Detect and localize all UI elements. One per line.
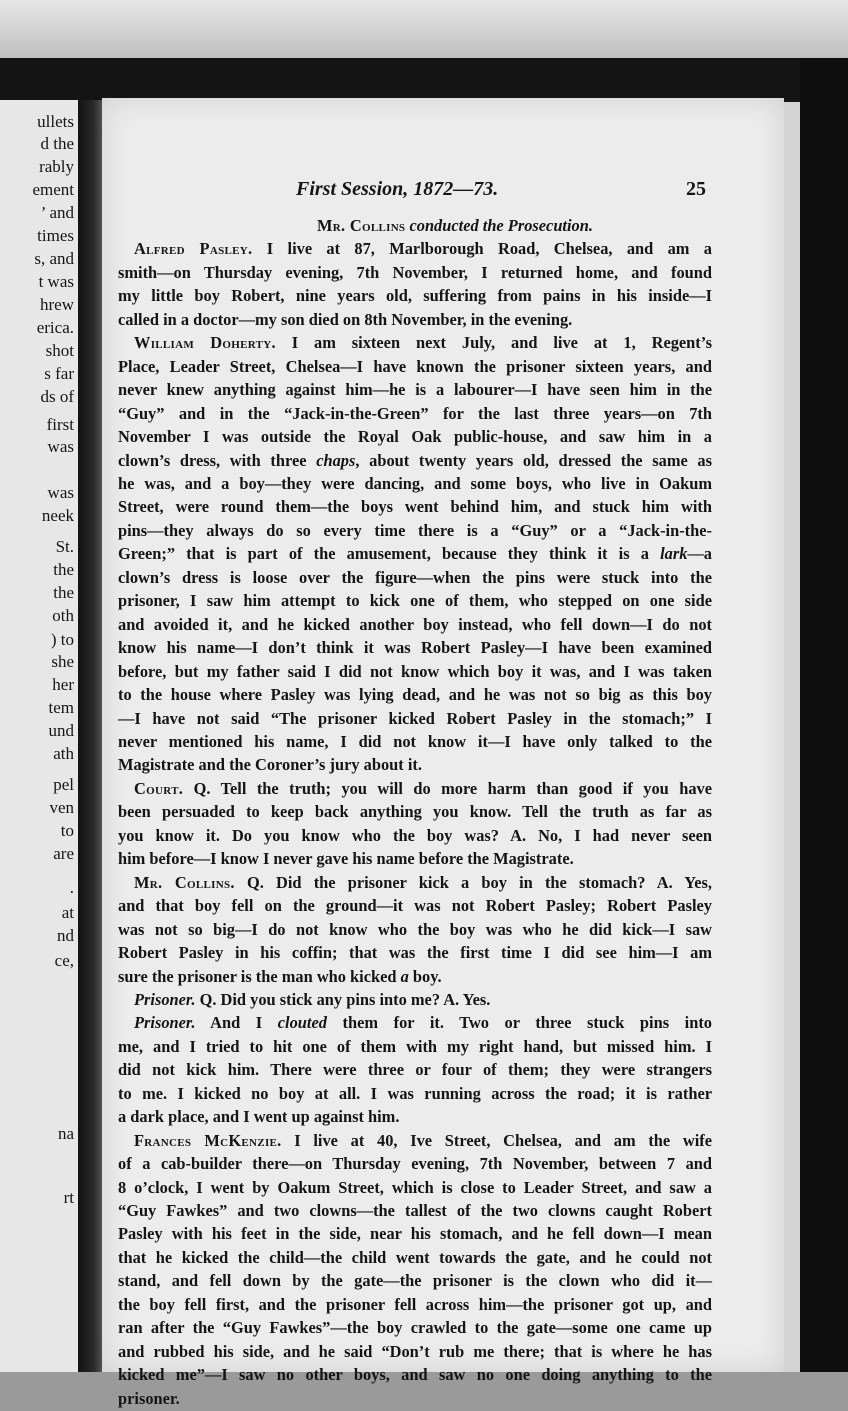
text-line: [118, 284, 712, 307]
speaker-name: Alfred Pasley.: [134, 239, 253, 259]
scan-right-border: [800, 58, 848, 1411]
body-text: [102, 214, 784, 1410]
facing-page-text: St.: [55, 537, 74, 556]
facing-page-text: hrew: [40, 295, 74, 314]
line-text: —I have not said “The prisoner kicked Robert Pasley in the stomach;” I: [118, 708, 712, 728]
line-text: I am sixteen next July, and live at 1, Regent’s: [275, 333, 712, 353]
facing-page-text: d the: [40, 134, 74, 153]
facing-page-text: ement: [32, 180, 74, 199]
text-line: [118, 1387, 712, 1410]
text-line: [118, 707, 712, 730]
facing-page-text: at: [61, 903, 74, 922]
line-text: them for it. Two or three stuck pins into: [326, 1013, 712, 1033]
italic-word: lark: [660, 544, 688, 564]
line-text: —a: [687, 544, 712, 564]
text-line: [118, 988, 712, 1011]
line-text: my little boy Robert, nine years old, suffering from pains in his inside—I: [118, 286, 712, 306]
facing-page-text: ath: [53, 744, 74, 763]
line-text: of a cab-builder there—on Thursday evening, 7th November, between 7 and: [118, 1154, 712, 1174]
line-text: to the house where Pasley was lying dead, and he was not so big as this boy: [118, 685, 712, 705]
text-line: [118, 1011, 712, 1034]
text-line: [118, 261, 712, 284]
text-line: [118, 1340, 712, 1363]
speaker-name: William Doherty.: [134, 333, 276, 353]
facing-page-text: na: [57, 1124, 74, 1143]
speaker-name: Frances McKenzie.: [134, 1130, 282, 1150]
text-line: [118, 519, 712, 542]
line-text: never mentioned his name, I did not know it—I have only talked to the: [118, 731, 712, 751]
facing-page-text: ullets: [37, 112, 74, 131]
text-line: [118, 566, 712, 589]
facing-page-text: first: [46, 415, 74, 434]
line-text: clown’s dress, with three: [118, 450, 317, 470]
text-line: [118, 824, 712, 847]
line-text: prisoner.: [118, 1388, 180, 1408]
facing-page-text: nd: [57, 926, 74, 945]
facing-page-text: her: [52, 675, 74, 694]
heading-name: Mr. Collins: [317, 216, 406, 235]
speaker-name: Prisoner.: [134, 1013, 196, 1033]
line-text: know his name—I don’t think it was Robert Pasley—I have been examined: [118, 638, 712, 658]
line-text: that he kicked the child—the child went towards the gate, and he could not: [118, 1247, 712, 1267]
section-heading: [102, 214, 784, 237]
italic-word: chaps: [316, 450, 356, 470]
facing-page-text: ) to: [50, 630, 74, 649]
line-text: was not so big—I do not know who the boy was who he did kick—I saw: [118, 919, 712, 939]
document-page: [102, 98, 784, 1408]
line-text: him before—I know I never gave his name before the Magistrate.: [118, 849, 574, 869]
line-text: “Guy Fawkes” and two clowns—the tallest of the two clowns caught Robert: [118, 1201, 712, 1221]
line-text: clown’s dress is loose over the figure—when the pins were stuck into the: [118, 567, 712, 587]
facing-page-text: she: [51, 652, 74, 671]
line-text: I live at 40, Ive Street, Chelsea, and am the wife: [281, 1130, 713, 1150]
facing-page-text: und: [48, 721, 74, 740]
line-text: and rubbed his side, and he said “Don’t rub me there; that is where he has: [118, 1341, 712, 1361]
text-line: [118, 894, 712, 917]
text-line: [118, 1199, 712, 1222]
line-text: me, and I tried to hit one of them with my right hand, but missed him. I: [118, 1036, 712, 1056]
text-line: [118, 613, 712, 636]
line-text: boy.: [408, 966, 442, 986]
line-text: Place, Leader Street, Chelsea—I have known the prisoner sixteen years, and: [118, 356, 712, 376]
text-line: [118, 918, 712, 941]
text-line: [118, 1105, 712, 1128]
running-head: [102, 178, 784, 204]
text-line: [118, 965, 712, 988]
speaker-name: Mr. Collins.: [134, 872, 235, 892]
text-line: [118, 636, 712, 659]
text-line: [118, 871, 712, 894]
facing-page-text: ds of: [40, 387, 74, 406]
text-line: [118, 1222, 712, 1245]
facing-page-text: neek: [41, 506, 74, 525]
text-line: [118, 1176, 712, 1199]
facing-page-text: .: [69, 878, 74, 897]
text-line: [118, 1246, 712, 1269]
facing-page-text: times: [37, 226, 74, 245]
line-text: a dark place, and I went up against him.: [118, 1107, 400, 1127]
italic-word: a: [400, 966, 409, 986]
speaker-name: Court.: [134, 778, 184, 798]
line-text: Street, were round them—the boys went behind him, and stuck him with: [118, 497, 712, 517]
text-line: [118, 1152, 712, 1175]
facing-page-text: erica.: [36, 318, 74, 337]
line-text: the boy fell first, and the prisoner fell across him—the prisoner got up, and: [118, 1294, 712, 1314]
text-line: [118, 472, 712, 495]
session-title: First Session, 1872—73.: [296, 178, 499, 200]
text-line: [118, 1316, 712, 1339]
text-line: [118, 425, 712, 448]
heading-rest: conducted the Prosecution.: [409, 216, 593, 235]
line-text: ran after the “Guy Fawkes”—the boy crawled to the gate—some one came up: [118, 1318, 712, 1338]
line-text: Q. Did the prisoner kick a boy in the stomach? A. Yes,: [234, 872, 713, 892]
facing-page-text: pel: [53, 775, 74, 794]
facing-page-fragment: [0, 100, 80, 1372]
line-text: called in a doctor—my son died on 8th November, in the evening.: [118, 309, 573, 329]
text-line: [118, 753, 712, 776]
scan-top-edge: [0, 0, 848, 62]
line-text: prisoner, I saw him attempt to kick one of them, who stepped on one side: [118, 591, 712, 611]
line-text: stand, and fell down by the gate—the prisoner is the clown who did it—: [118, 1271, 712, 1291]
line-text: Robert Pasley in his coffin; that was the first time I did see him—I am: [118, 943, 712, 963]
text-line: [118, 847, 712, 870]
facing-page-text: the: [53, 560, 74, 579]
facing-page-text: ce,: [54, 951, 74, 970]
facing-page-text: to: [60, 821, 74, 840]
scan-dark-border: [0, 58, 848, 102]
facing-page-text: ven: [49, 798, 74, 817]
facing-page-text: are: [53, 844, 74, 863]
text-line: [118, 378, 712, 401]
line-text: smith—on Thursday evening, 7th November, I returned home, and found: [118, 262, 712, 282]
text-line: [118, 237, 712, 260]
line-text: I live at 87, Marlborough Road, Chelsea, and am a: [252, 239, 712, 259]
text-line: [118, 1035, 712, 1058]
text-line: [118, 402, 712, 425]
facing-page-text: shot: [45, 341, 74, 360]
text-line: [118, 660, 712, 683]
line-text: November I was outside the Royal Oak public-house, and saw him in a: [118, 427, 712, 447]
facing-page-text: t was: [38, 272, 74, 291]
facing-page-text: ’ and: [40, 203, 74, 222]
line-text: Pasley with his feet in the side, near his stomach, and he fell down—I mean: [118, 1224, 712, 1244]
speaker-name: Prisoner.: [134, 989, 196, 1009]
text-line: [118, 355, 712, 378]
line-text: Magistrate and the Coroner’s jury about it.: [118, 755, 422, 775]
text-line: [118, 449, 712, 472]
text-line: [118, 1058, 712, 1081]
facing-page-text: was: [47, 483, 74, 502]
line-text: and avoided it, and he kicked another boy instead, who fell down—I do not: [118, 614, 712, 634]
text-line: [118, 1269, 712, 1292]
line-text: and that boy fell on the ground—it was not Robert Pasley; Robert Pasley: [118, 896, 712, 916]
text-line: [118, 589, 712, 612]
line-text: , about twenty years old, dressed the same as: [355, 450, 713, 470]
text-line: [118, 730, 712, 753]
text-line: [118, 308, 712, 331]
text-line: [118, 683, 712, 706]
line-text: sure the prisoner is the man who kicked: [118, 966, 401, 986]
text-line: [118, 800, 712, 823]
text-line: [118, 495, 712, 518]
line-text: Q. Tell the truth; you will do more harm than good if you have: [183, 778, 712, 798]
line-text: 8 o’clock, I went by Oakum Street, which is close to Leader Street, and saw a: [118, 1177, 712, 1197]
facing-page-text: oth: [52, 606, 74, 625]
text-line: [118, 542, 712, 565]
book-gutter: [78, 100, 104, 1372]
text-line: [118, 1129, 712, 1152]
facing-page-text: rably: [39, 157, 74, 176]
italic-word: clouted: [277, 1013, 327, 1033]
facing-page-text: the: [53, 583, 74, 602]
text-line: [118, 331, 712, 354]
facing-page-text: s far: [44, 364, 74, 383]
line-text: before, but my father said I did not know which boy it was, and I was taken: [118, 661, 712, 681]
text-line: [118, 1293, 712, 1316]
line-text: he was, and a boy—they were dancing, and some boys, who live in Oakum: [118, 473, 712, 493]
facing-page-text: rt: [63, 1188, 74, 1207]
facing-page-text: tem: [48, 698, 74, 717]
text-line: [118, 1082, 712, 1105]
line-text: kicked me”—I saw no other boys, and saw no one doing anything to the: [118, 1365, 712, 1385]
text-line: [118, 1363, 712, 1386]
line-text: pins—they always do so every time there is a “Guy” or a “Jack-in-the-: [118, 520, 712, 540]
line-text: “Guy” and in the “Jack-in-the-Green” for the last three years—on 7th: [118, 403, 712, 423]
facing-page-text: s, and: [34, 249, 74, 268]
facing-page-text: was: [47, 437, 74, 456]
line-text: never knew anything against him—he is a labourer—I have seen him in the: [118, 380, 712, 400]
line-text: Q. Did you stick any pins into me? A. Yes.: [195, 989, 491, 1009]
text-line: [118, 777, 712, 800]
text-line: [118, 941, 712, 964]
line-text: been persuaded to keep back anything you know. Tell the truth as far as: [118, 802, 712, 822]
line-text: did not kick him. There were three or four of them; they were strangers: [118, 1060, 712, 1080]
line-text: Green;” that is part of the amusement, because they think it is a: [118, 544, 661, 564]
line-text: to me. I kicked no boy at all. I was running across the road; it is rather: [118, 1083, 712, 1103]
page-number: 25: [686, 178, 706, 200]
line-text: And I: [195, 1013, 278, 1033]
line-text: you know it. Do you know who the boy was? A. No, I had never seen: [118, 825, 712, 845]
